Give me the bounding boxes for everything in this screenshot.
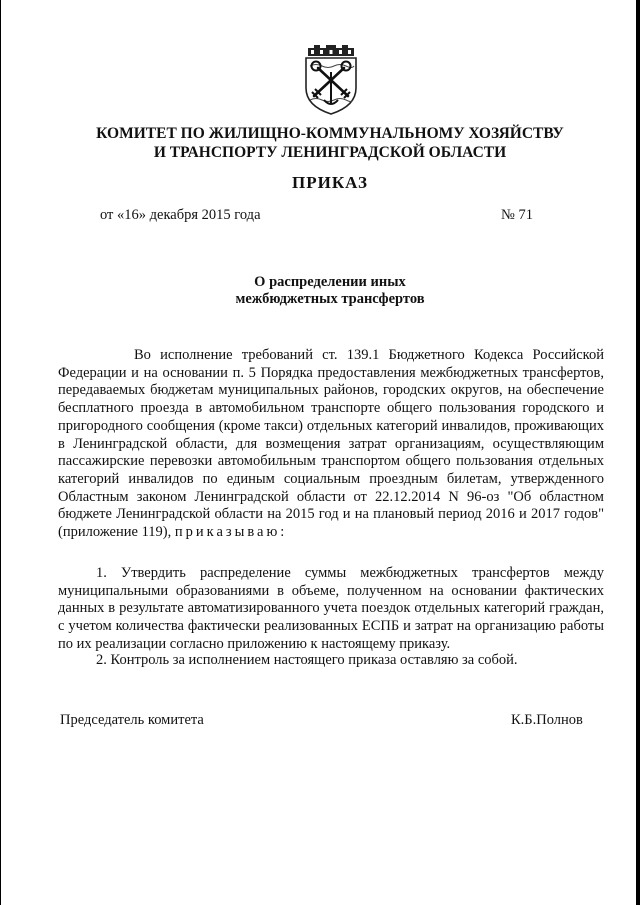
- order-command: приказываю:: [174, 524, 288, 541]
- signatory-name: К.Б.Полнов: [511, 712, 583, 728]
- organization-name: [60, 124, 600, 162]
- preamble-text: Во исполнение требований ст. 139.1 Бюджетного Кодекса Российской Федерации и на основании п. 5 Порядка предоставления межбюджетных трансфертов, передаваемых бюджетам муниципальных районов, городских округов, на обеспечение бесплатного проезда в автомобильном транспорте общего пользования городского и пригородного сообщения (кроме такси) отдельных категорий инвалидов, проживающих в Ленинградской области, для возмещения затрат организациям, осуществляющим пассажирские перевозки автомобильным транспортом общего пользования отдельных категорий инвалидов по единым социальным проездным билетам, утвержденного Областным законом Ленинградской области от 22.12.2014 N 96-оз "Об областном бюджете Ленинградской области на 2015 год и на плановый период 2016 и 2017 годов" (приложение 119),: [58, 347, 604, 541]
- signatory-position: Председатель комитета: [60, 712, 204, 728]
- leningrad-oblast-coat-of-arms-icon: [300, 44, 362, 116]
- document-number: № 71: [501, 207, 533, 223]
- document-subject: [100, 274, 560, 308]
- org-line-1: КОМИТЕТ ПО ЖИЛИЩНО-КОММУНАЛЬНОМУ ХОЗЯЙСТВУ: [96, 125, 564, 142]
- scan-edge-left: [0, 0, 1, 905]
- subject-line-2: межбюджетных трансфертов: [235, 291, 425, 307]
- document-date: от «16» декабря 2015 года: [100, 207, 261, 223]
- order-item-2: 2. Контроль за исполнением настоящего приказа оставляю за собой.: [96, 652, 518, 668]
- document-type: ПРИКАЗ: [292, 173, 368, 192]
- scan-edge-right: [636, 0, 640, 905]
- subject-line-1: О распределении иных: [254, 274, 406, 290]
- org-line-2: И ТРАНСПОРТУ ЛЕНИНГРАДСКОЙ ОБЛАСТИ: [153, 144, 507, 161]
- order-item-1: 1. Утвердить распределение суммы межбюджетных трансфертов между муниципальными образованиями в объеме, полученном на основании фактических данных в результате автоматизированного учета поездок отдельных категорий граждан, с учетом количества фактически реализованных ЕСПБ и затрат на организацию работы по их реализации согласно приложению к настоящему приказу.: [58, 565, 604, 652]
- preamble-paragraph: [58, 347, 604, 542]
